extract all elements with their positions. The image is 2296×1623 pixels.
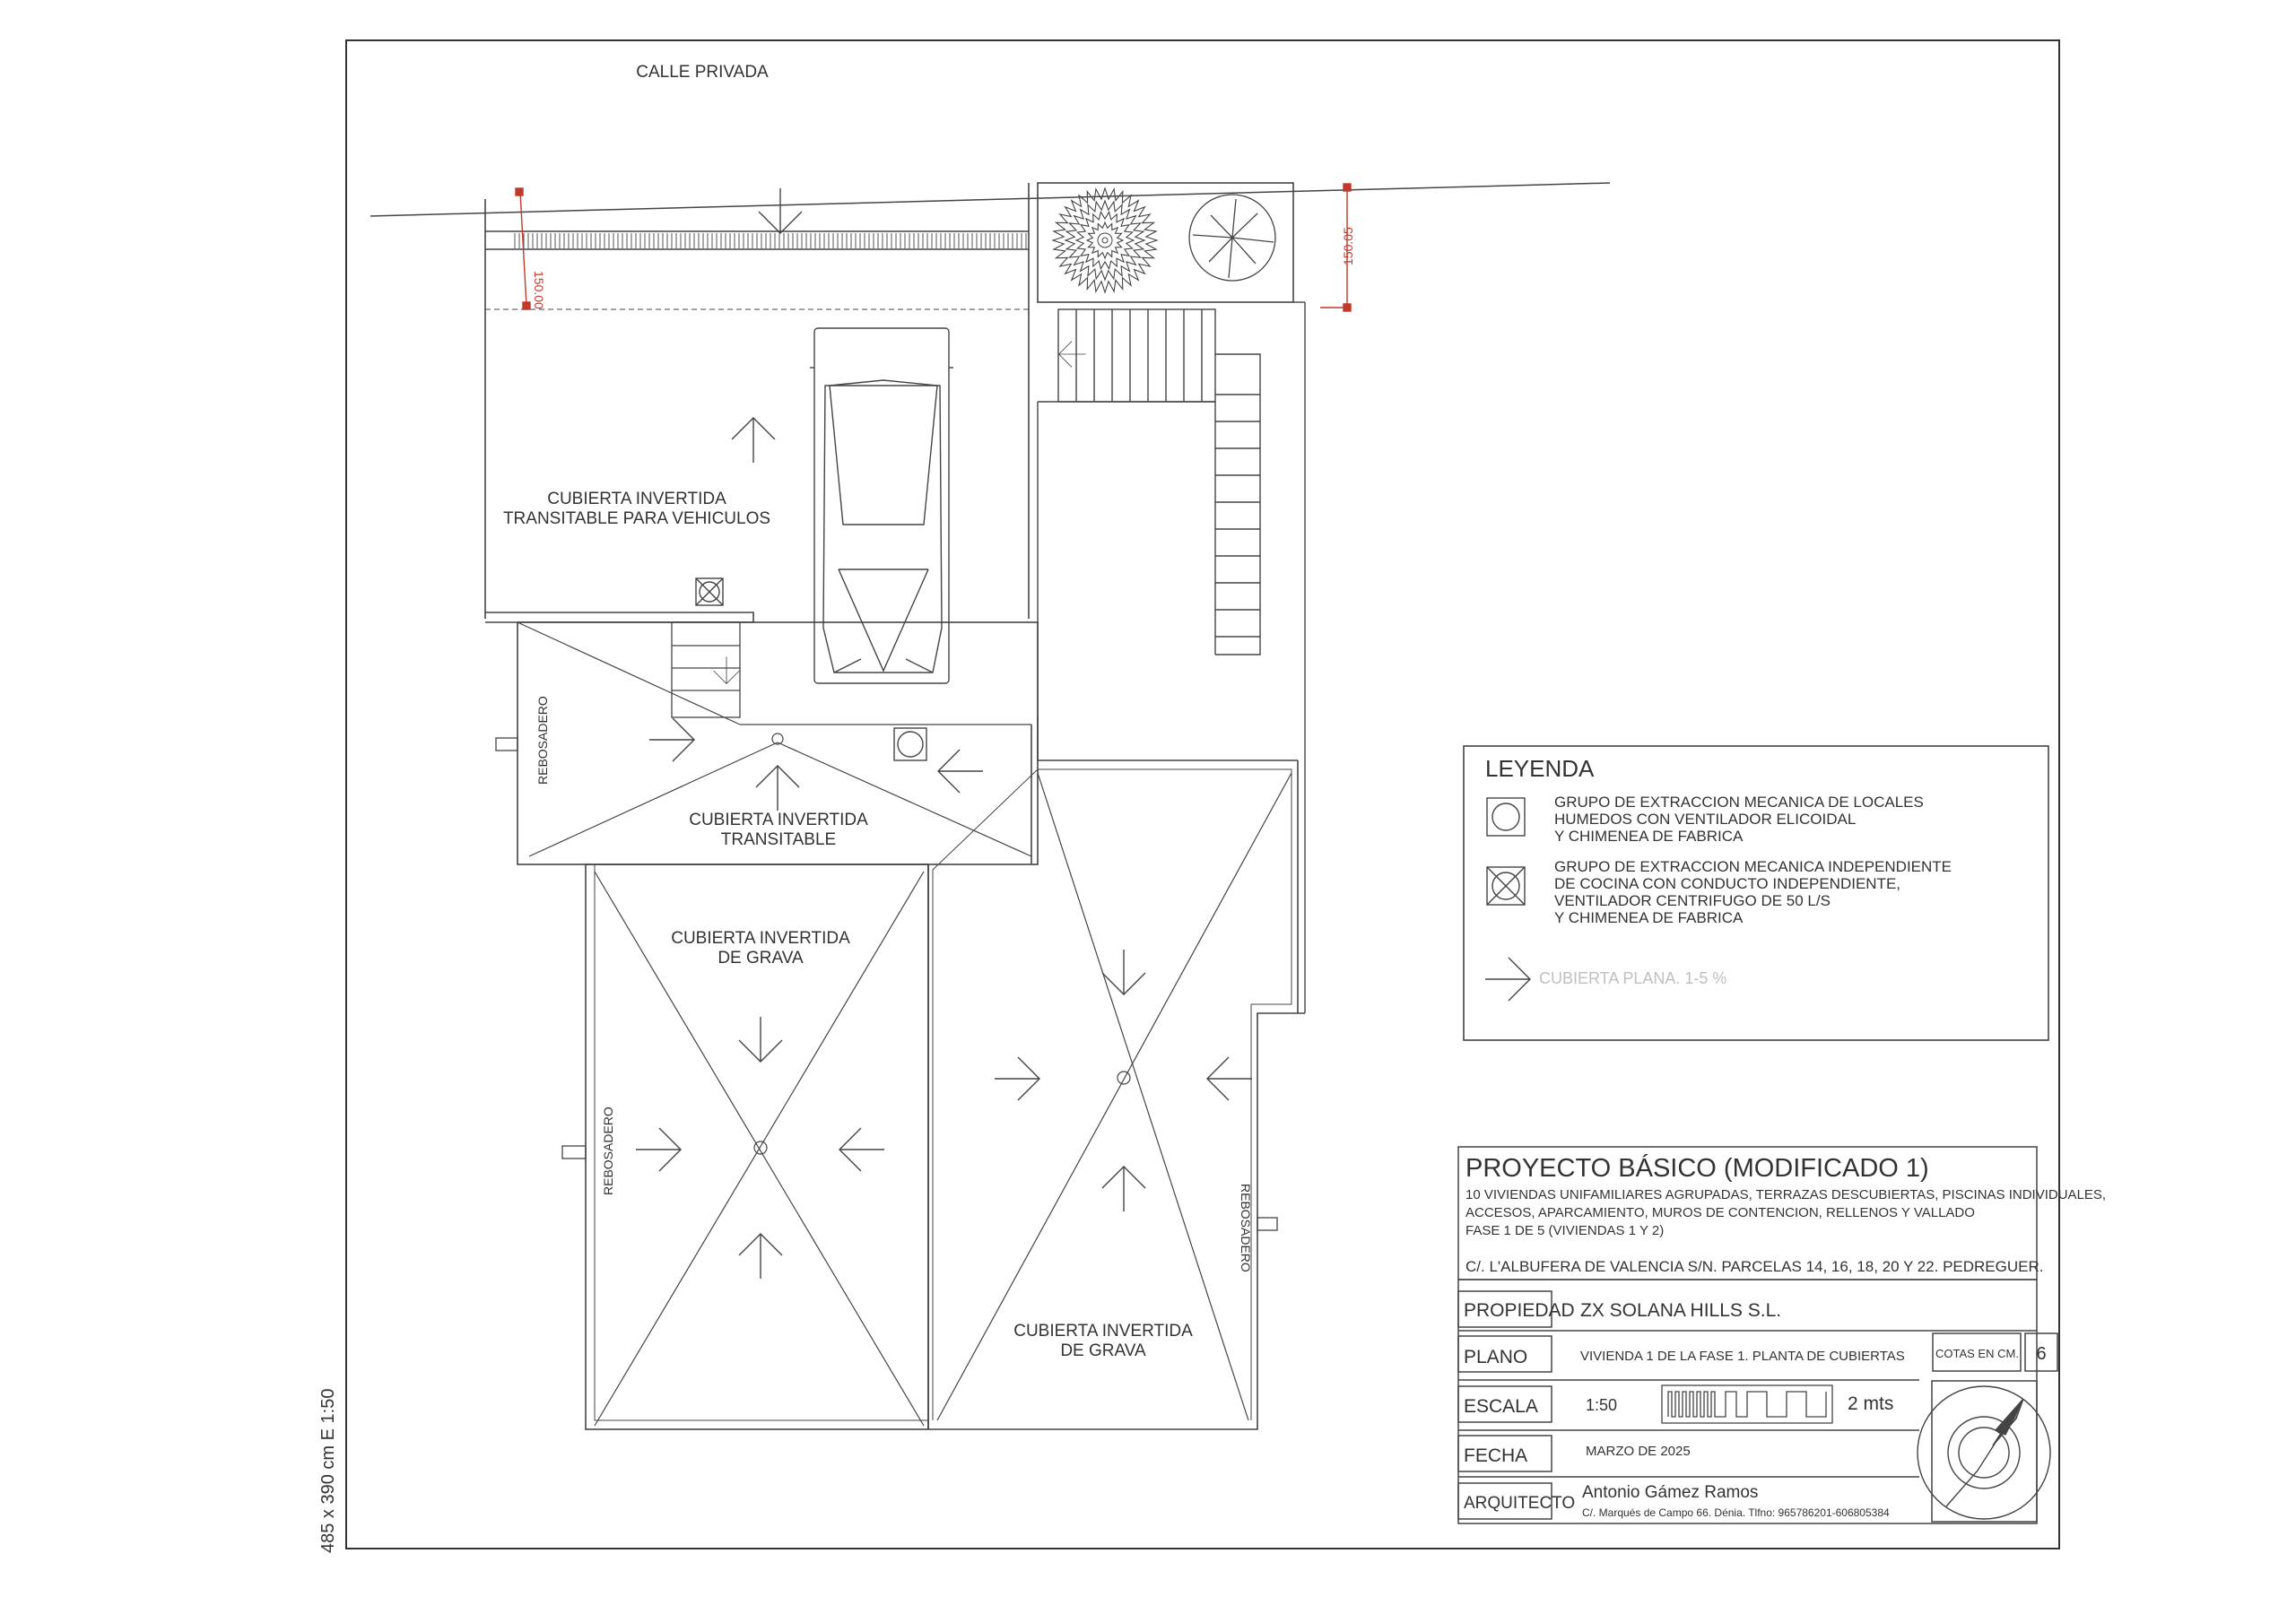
cotas-label: COTAS EN CM. bbox=[1935, 1347, 2019, 1360]
drain-arrow-top bbox=[759, 188, 802, 233]
legend-slope-arrow-icon bbox=[1485, 958, 1530, 1001]
drain-arrow-gr-down bbox=[1102, 950, 1145, 994]
propiedad-label: PROPIEDAD bbox=[1464, 1300, 1575, 1321]
propiedad-value: ZX SOLANA HILLS S.L. bbox=[1580, 1300, 1782, 1321]
plant-sunburst-icon bbox=[1053, 188, 1157, 292]
drain-arrow-walk-up bbox=[756, 766, 799, 811]
legend-title: LEYENDA bbox=[1485, 755, 1595, 782]
legend-vent-icon bbox=[1487, 798, 1525, 836]
car-icon bbox=[810, 328, 953, 683]
walkable-roof-label-2: TRANSITABLE bbox=[720, 830, 837, 849]
overflow-label-gr: REBOSADERO bbox=[1239, 1184, 1253, 1272]
drain-arrow-stair-main bbox=[1059, 342, 1086, 368]
overflow-pipe-gr bbox=[1257, 1218, 1277, 1230]
overflow-label-walk: REBOSADERO bbox=[535, 696, 550, 785]
legend-item3: CUBIERTA PLANA. 1-5 % bbox=[1539, 969, 1727, 987]
north-arrow-icon bbox=[1918, 1386, 2050, 1519]
legend-kitchen-icon bbox=[1487, 867, 1525, 905]
description-line2: ACCESOS, APARCAMIENTO, MUROS DE CONTENCION, RELLENOS Y VALLADO bbox=[1465, 1205, 1975, 1220]
scale-bar-label: 2 mts bbox=[1848, 1393, 1894, 1414]
arquitecto-name: Antonio Gámez Ramos bbox=[1582, 1483, 1759, 1502]
legend-item2-line1: GRUPO DE EXTRACCION MECANICA INDEPENDIENTE bbox=[1554, 858, 1952, 875]
legend-item1-line1: GRUPO DE EXTRACCION MECANICA DE LOCALES bbox=[1554, 794, 1924, 811]
dimension-right-value: 150.05 bbox=[1341, 227, 1355, 265]
overflow-pipe-gl bbox=[562, 1146, 586, 1159]
project-title: PROYECTO BÁSICO (MODIFICADO 1) bbox=[1465, 1154, 1929, 1183]
sheet-number: 6 bbox=[2036, 1344, 2047, 1364]
kitchen-extraction-unit bbox=[696, 578, 723, 605]
drain-arrow-gl-right bbox=[636, 1128, 681, 1171]
vehicle-roof-outline bbox=[485, 612, 753, 622]
ventilation-extraction-unit bbox=[894, 728, 926, 760]
gravel-roof-left-label-2: DE GRAVA bbox=[718, 949, 804, 968]
escala-value: 1:50 bbox=[1586, 1396, 1618, 1414]
description-line1: 10 VIVIENDAS UNIFAMILIARES AGRUPADAS, TERRAZAS DESCUBIERTAS, PISCINAS INDIVIDUALES, bbox=[1465, 1187, 2107, 1202]
dimension-left-value: 150.00 bbox=[532, 271, 546, 309]
grating bbox=[515, 233, 1026, 248]
fecha-label: FECHA bbox=[1464, 1445, 1528, 1466]
plot-boundary-line bbox=[370, 183, 1610, 216]
tree-icon bbox=[1189, 195, 1275, 281]
gravel-roof-right-label-1: CUBIERTA INVERTIDA bbox=[1013, 1322, 1193, 1341]
scale-bar bbox=[1662, 1385, 1832, 1423]
address: C/. L'ALBUFERA DE VALENCIA S/N. PARCELAS 14, 16, 18, 20 Y 22. PEDREGUER. bbox=[1465, 1258, 2044, 1275]
arquitecto-label: ARQUITECTO bbox=[1464, 1494, 1576, 1513]
fecha-value: MARZO DE 2025 bbox=[1586, 1444, 1691, 1459]
drain-arrow-gl-left bbox=[839, 1128, 884, 1171]
description-line3: FASE 1 DE 5 (VIVIENDAS 1 Y 2) bbox=[1465, 1223, 1665, 1238]
vehicle-roof-label-1: CUBIERTA INVERTIDA bbox=[547, 490, 726, 508]
street-label: CALLE PRIVADA bbox=[636, 63, 769, 82]
plano-value: VIVIENDA 1 DE LA FASE 1. PLANTA DE CUBIERTAS bbox=[1580, 1349, 1905, 1364]
legend-item1-line2: HUMEDOS CON VENTILADOR ELICOIDAL bbox=[1554, 811, 1857, 828]
drain-arrow-vehicle bbox=[732, 418, 775, 463]
legend-item1-line3: Y CHIMENEA DE FABRICA bbox=[1554, 828, 1744, 845]
legend-item2-line3: VENTILADOR CENTRIFUGO DE 50 L/S bbox=[1554, 892, 1831, 909]
vehicle-roof-label-2: TRANSITABLE PARA VEHICULOS bbox=[502, 509, 771, 528]
drain-arrow-walk-right bbox=[649, 718, 694, 761]
small-stair bbox=[672, 622, 740, 717]
plano-label: PLANO bbox=[1464, 1347, 1528, 1367]
drain-arrow-gl-up bbox=[739, 1234, 782, 1279]
legend-item2-line4: Y CHIMENEA DE FABRICA bbox=[1554, 909, 1744, 926]
arquitecto-address: C/. Marqués de Campo 66. Dénia. Tlfno: 965786201-606805384 bbox=[1582, 1506, 1890, 1519]
drain-arrow-gr-right bbox=[995, 1057, 1039, 1100]
drain-arrow-gr-up bbox=[1102, 1167, 1145, 1211]
title-block bbox=[1458, 1147, 2057, 1523]
legend bbox=[1464, 746, 2048, 1040]
overflow-pipe-walk bbox=[496, 738, 517, 751]
gravel-roof-left-label-1: CUBIERTA INVERTIDA bbox=[671, 929, 850, 948]
escala-label: ESCALA bbox=[1464, 1396, 1538, 1417]
walkable-roof-label-1: CUBIERTA INVERTIDA bbox=[689, 811, 868, 829]
drain-arrow-gl-down bbox=[739, 1017, 782, 1062]
main-staircase bbox=[1038, 302, 1305, 1013]
drain-arrow-walk-left bbox=[938, 750, 983, 793]
gravel-roof-right-label-2: DE GRAVA bbox=[1060, 1341, 1146, 1360]
legend-item2-line2: DE COCINA CON CONDUCTO INDEPENDIENTE, bbox=[1554, 875, 1901, 892]
drain-arrow-stair bbox=[714, 656, 740, 683]
overflow-label-gl: REBOSADERO bbox=[601, 1107, 615, 1195]
drain-arrow-gr-left bbox=[1207, 1057, 1252, 1100]
margin-note: 485 x 390 cm E 1:50 bbox=[318, 1388, 338, 1553]
